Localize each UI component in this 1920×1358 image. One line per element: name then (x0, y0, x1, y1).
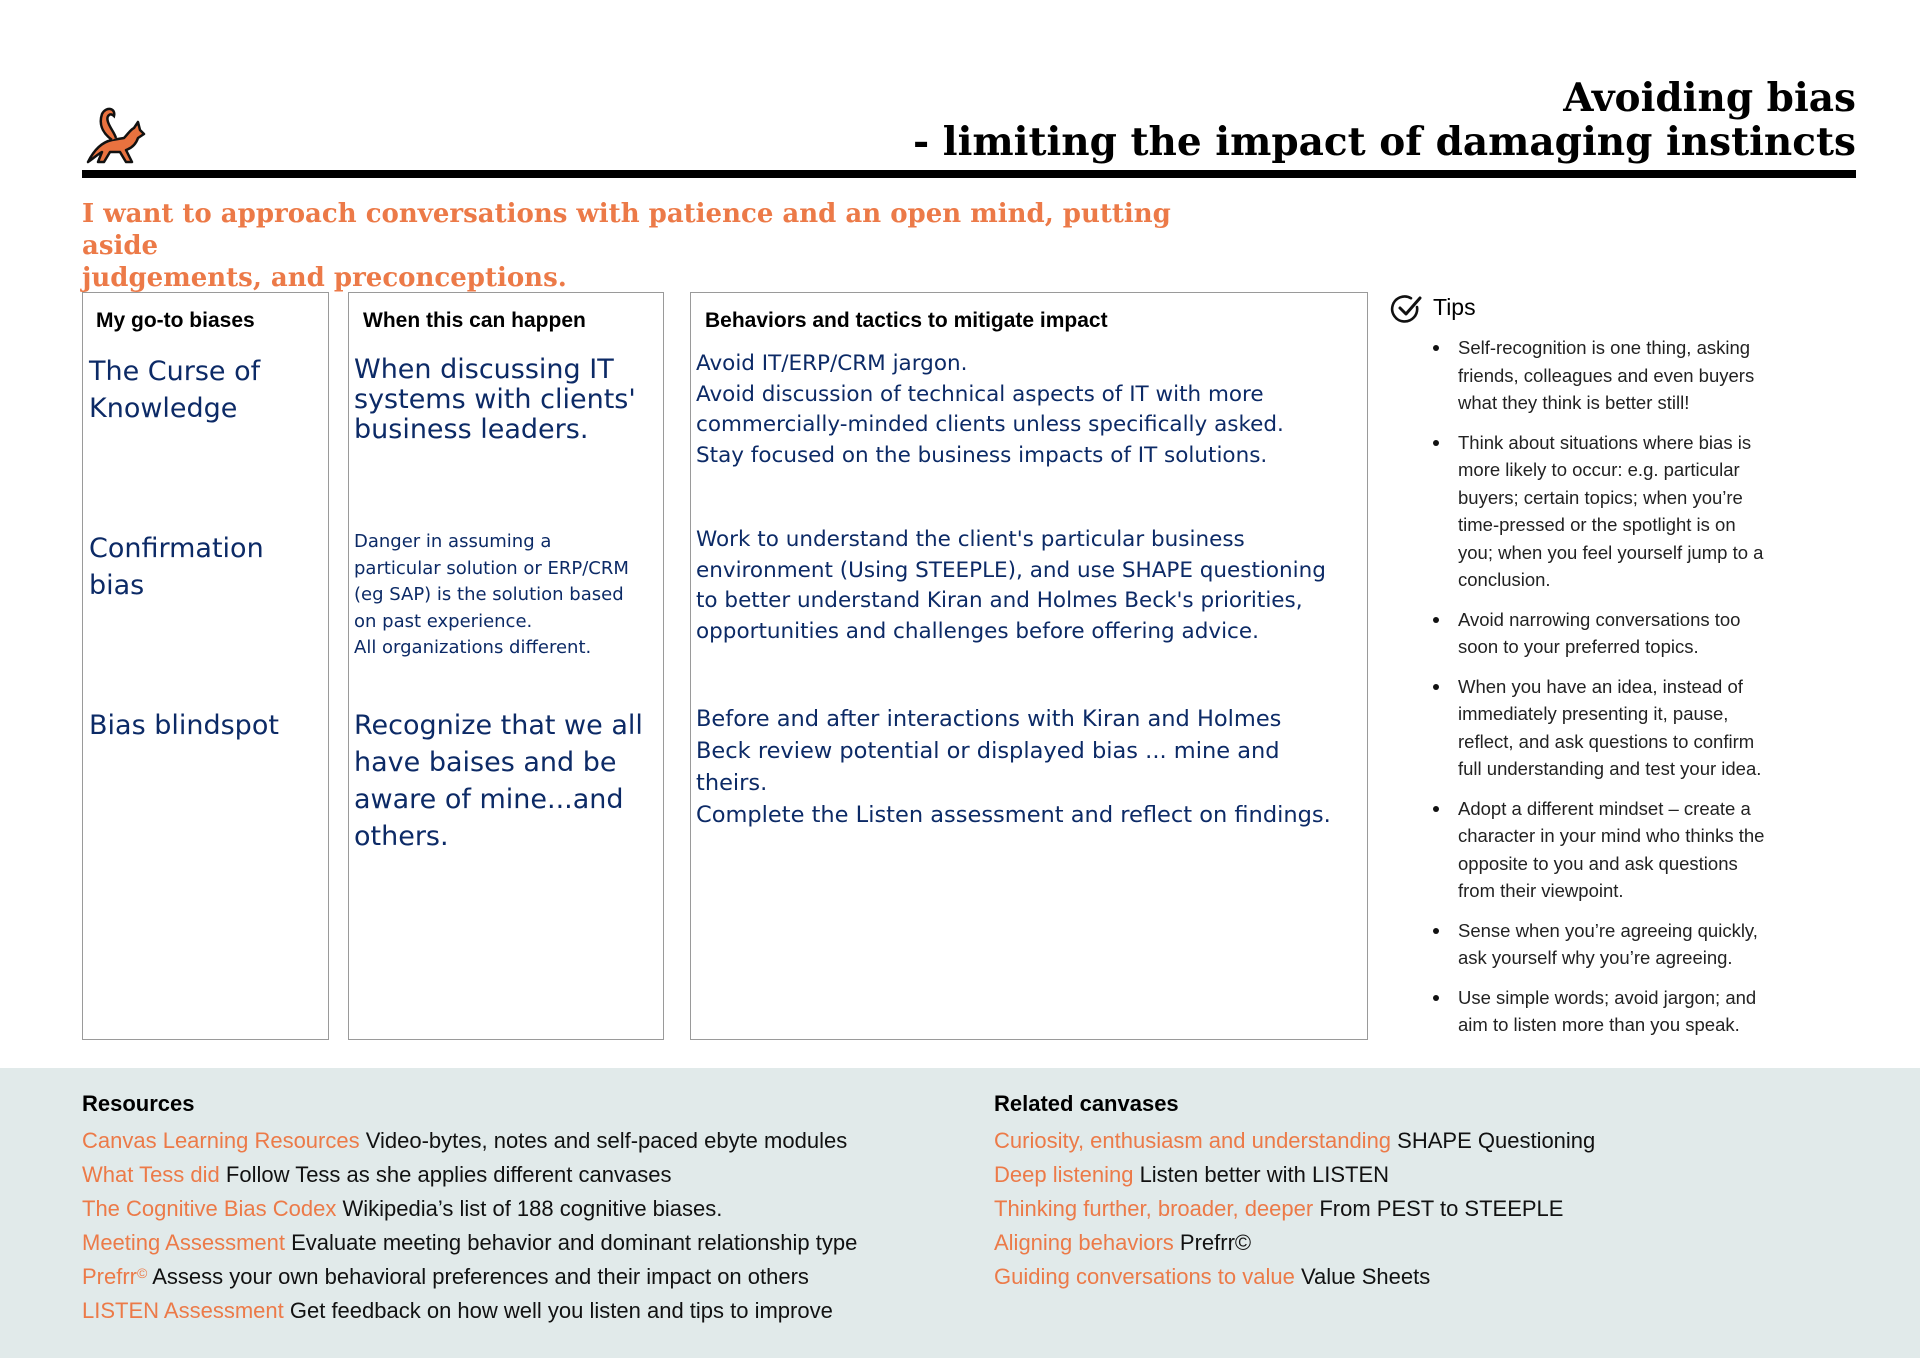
tip-text: full understanding and test your idea. (1458, 758, 1762, 779)
resource-row (82, 1260, 857, 1294)
when-text: others. (354, 821, 449, 852)
bias-text: The Curse of (89, 356, 261, 387)
behaviors-heading: Behaviors and tactics to mitigate impact (705, 309, 1108, 332)
behavior-text: Work to understand the client's particular business (696, 527, 1245, 552)
tip-text: Sense when you’re agreeing quickly, (1458, 919, 1758, 941)
when-text: aware of mine...and (354, 784, 624, 815)
resource-description: Video-bytes, notes and self-paced ebyte modules (365, 1128, 848, 1153)
related-link[interactable]: Curiosity, enthusiasm and understanding (994, 1128, 1392, 1153)
related-description: Prefrr© (1179, 1230, 1252, 1255)
resource-link[interactable]: LISTEN Assessment (82, 1298, 284, 1323)
tip-text: aim to listen more than you speak. (1458, 1014, 1740, 1035)
page-title (913, 76, 1856, 164)
related-row (994, 1124, 1595, 1158)
resource-link[interactable] (82, 1264, 147, 1289)
bias-item (89, 707, 279, 744)
related-description: Value Sheets (1300, 1264, 1431, 1289)
tip-text: character in your mind who thinks the (1458, 825, 1765, 846)
resource-row (82, 1192, 857, 1226)
tip-item (1458, 334, 1838, 417)
tip-text: from their viewpoint. (1458, 880, 1624, 901)
related-heading: Related canvases (994, 1091, 1179, 1116)
title-line-2: - limiting the impact of damaging instincts (913, 119, 1856, 165)
tips-list (1432, 334, 1838, 1051)
when-text: All organizations different. (354, 637, 592, 658)
tips-title: Tips (1433, 294, 1476, 320)
check-circle-icon (1390, 292, 1424, 326)
biases-heading: My go-to biases (96, 309, 255, 332)
behavior-text: to better understand Kiran and Holmes Beck's priorities, (696, 588, 1303, 613)
tip-text: time-pressed or the spotlight is on (1458, 514, 1736, 535)
resource-row (82, 1124, 857, 1158)
when-item (354, 707, 643, 855)
tip-text: ask yourself why you’re agreeing. (1458, 947, 1733, 968)
when-text: When discussing IT (354, 354, 614, 385)
related-row (994, 1260, 1595, 1294)
resource-row (82, 1158, 857, 1192)
title-line-1: Avoiding bias (1563, 75, 1856, 121)
tip-item (1458, 673, 1838, 783)
bias-text: Bias blindspot (89, 710, 279, 741)
footer-panel (0, 1068, 1920, 1358)
resource-link[interactable]: What Tess did (82, 1162, 220, 1187)
tip-text: what they think is better still! (1458, 392, 1690, 413)
bias-item (89, 530, 264, 604)
behavior-text: Stay focused on the business impacts of IT solutions. (696, 442, 1268, 468)
when-item (354, 355, 636, 445)
behavior-item (696, 349, 1284, 471)
when-text: business leaders. (354, 414, 589, 445)
copyright-mark: © (137, 1265, 148, 1281)
tip-text: Use simple words; avoid jargon; and (1458, 986, 1757, 1008)
tip-item (1458, 795, 1838, 905)
behavior-text: Complete the Listen assessment and reflect on findings. (696, 802, 1331, 828)
when-column (348, 292, 664, 1040)
tip-item (1458, 917, 1838, 972)
related-row (994, 1192, 1595, 1226)
resource-link[interactable]: Canvas Learning Resources (82, 1128, 360, 1153)
when-text: Danger in assuming a (354, 531, 552, 552)
related-description: From PEST to STEEPLE (1319, 1196, 1564, 1221)
resource-row (82, 1294, 857, 1328)
intention-line-2: judgements, and preconceptions. (82, 263, 567, 293)
tip-item (1458, 606, 1838, 661)
behavior-text: Before and after interactions with Kiran and Holmes (696, 706, 1282, 732)
tip-text: opposite to you and ask questions (1458, 852, 1738, 874)
tip-text: you; when you feel yourself jump to a (1458, 541, 1764, 563)
resource-description: Wikipedia’s list of 188 cognitive biases. (342, 1196, 723, 1221)
when-text: (eg SAP) is the solution based (354, 584, 624, 605)
related-description: Listen better with LISTEN (1139, 1162, 1390, 1187)
related-description: SHAPE Questioning (1397, 1128, 1596, 1153)
related-link[interactable]: Thinking further, broader, deeper (994, 1196, 1314, 1221)
related-link[interactable]: Guiding conversations to value (994, 1264, 1295, 1289)
behavior-text: opportunities and challenges before offering advice. (696, 618, 1259, 644)
tip-item (1458, 984, 1838, 1039)
resource-description: Evaluate meeting behavior and dominant relationship type (291, 1230, 858, 1255)
tip-text: soon to your preferred topics. (1458, 636, 1699, 657)
bias-text: Knowledge (89, 393, 238, 424)
when-text: systems with clients' (354, 384, 636, 415)
bias-text: bias (89, 570, 145, 601)
behavior-text: Avoid IT/ERP/CRM jargon. (696, 351, 968, 376)
tip-text: conclusion. (1458, 569, 1551, 590)
tip-text: friends, colleagues and even buyers (1458, 364, 1755, 386)
tip-text: buyers; certain topics; when you’re (1458, 486, 1743, 508)
bias-text: Confirmation (89, 533, 264, 564)
behavior-item (696, 703, 1331, 831)
behaviors-column (690, 292, 1368, 1040)
tip-text: Self-recognition is one thing, asking (1458, 337, 1751, 358)
tip-text: reflect, and ask questions to confirm (1458, 730, 1755, 752)
behavior-text: theirs. (696, 770, 768, 796)
tip-item (1458, 429, 1838, 594)
when-text: have baises and be (354, 747, 617, 778)
tip-text: Adopt a different mindset – create a (1458, 797, 1751, 819)
resources-section (82, 1090, 857, 1328)
behavior-item (696, 525, 1326, 647)
intention-statement (82, 198, 1202, 294)
related-link[interactable]: Deep listening (994, 1162, 1134, 1187)
resource-description: Get feedback on how well you listen and tips to improve (289, 1298, 833, 1323)
when-item (354, 529, 629, 662)
tip-text: Think about situations where bias is (1458, 431, 1752, 453)
bias-item (89, 353, 260, 427)
tip-text: When you have an idea, instead of (1458, 675, 1743, 697)
intention-line-1: I want to approach conversations with patience and an open mind, putting aside (82, 199, 1171, 261)
tip-text: Avoid narrowing conversations too (1458, 608, 1741, 630)
resource-link[interactable]: The Cognitive Bias Codex (82, 1196, 337, 1221)
related-row (994, 1158, 1595, 1192)
when-heading: When this can happen (363, 309, 586, 332)
tip-text: more likely to occur: e.g. particular (1458, 459, 1740, 480)
resource-description: Follow Tess as she applies different canvases (225, 1162, 672, 1187)
related-row (994, 1226, 1595, 1260)
title-divider (82, 170, 1856, 178)
tip-text: immediately presenting it, pause, (1458, 703, 1729, 724)
when-text: particular solution or ERP/CRM (354, 557, 629, 579)
resource-description: Assess your own behavioral preferences and their impact on others (152, 1264, 809, 1289)
behavior-text: Avoid discussion of technical aspects of IT with more (696, 381, 1264, 407)
biases-column (82, 292, 329, 1040)
when-text: Recognize that we all (354, 710, 643, 741)
when-text: on past experience. (354, 610, 533, 632)
resource-link[interactable]: Meeting Assessment (82, 1230, 285, 1255)
behavior-text: commercially-minded clients unless specifically asked. (696, 412, 1284, 437)
resources-heading: Resources (82, 1091, 195, 1116)
resource-row (82, 1226, 857, 1260)
fox-logo-icon (80, 104, 146, 168)
related-link[interactable]: Aligning behaviors (994, 1230, 1174, 1255)
resource-link-text[interactable]: Prefrr (82, 1264, 137, 1289)
behavior-text: environment (Using STEEPLE), and use SHAPE questioning (696, 557, 1326, 583)
behavior-text: Beck review potential or displayed bias ... mine and (696, 738, 1280, 764)
related-canvases-section (994, 1090, 1595, 1294)
